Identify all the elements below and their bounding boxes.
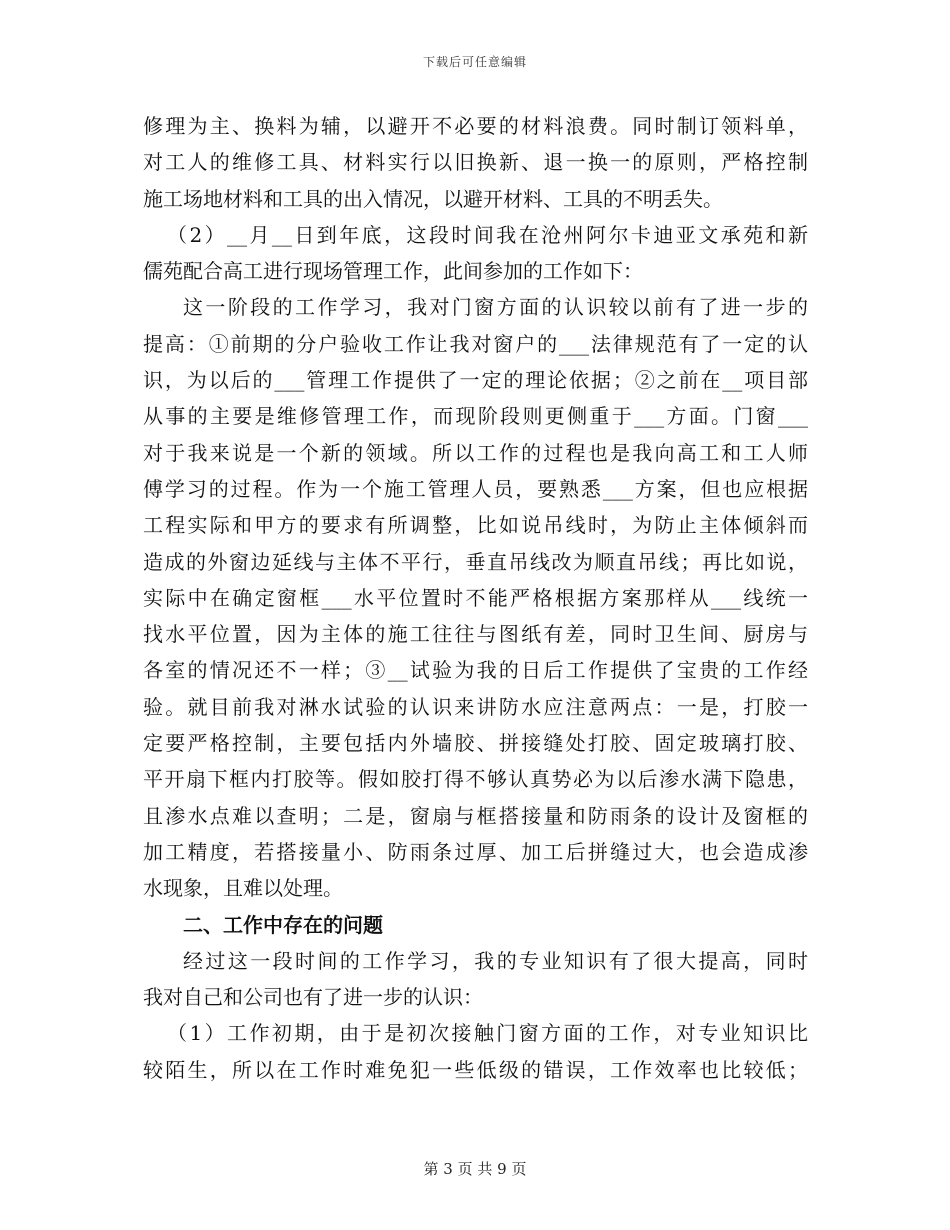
text-line: 工程实际和甲方的要求有所调整，比如说吊线时，为防止主体倾斜而 xyxy=(143,513,808,538)
text-line: 对工人的维修工具、材料实行以旧换新、退一换一的原则，严格控制 xyxy=(143,150,808,175)
body-text xyxy=(143,108,808,1088)
text-line: 修理为主、换料为辅，以避开不必要的材料浪费。同时制订领料单， xyxy=(143,114,808,138)
text-line: 定要严格控制，主要包括内外墙胶、拼接缝处打胶、固定玻璃打胶、 xyxy=(143,731,808,756)
text-line: 造成的外窗边延线与主体不平行，垂直吊线改为顺直吊线；再比如说， xyxy=(143,549,808,574)
text-line: 验。就目前我对淋水试验的认识来讲防水应注意两点：一是，打胶一 xyxy=(143,694,808,719)
text-line: 较陌生，所以在工作时难免犯一些低级的错误，工作效率也比较低； xyxy=(143,1057,808,1082)
text-line: 加工精度，若搭接量小、防雨条过厚、加工后拼缝过大，也会造成渗 xyxy=(143,839,808,864)
text-line: 对于我来说是一个新的领域。所以工作的过程也是我向高工和工人师 xyxy=(143,440,808,465)
page-footer: 第 3 页 共 9 页 xyxy=(423,1160,527,1178)
page-header: 下载后可任意编辑 xyxy=(422,55,527,69)
section-heading: 二、工作中存在的问题 xyxy=(183,912,383,937)
text-line: 经过这一段时间的工作学习，我的专业知识有了很大提高，同时 xyxy=(183,948,808,973)
text-line: 我对自己和公司也有了进一步的认识： xyxy=(143,985,483,1010)
text-line: 找水平位置，因为主体的施工往往与图纸有差，同时卫生间、厨房与 xyxy=(143,622,808,647)
text-line: 儒苑配合高工进行现场管理工作，此间参加的工作如下： xyxy=(143,259,643,284)
text-line: 实际中在确定窗框___水平位置时不能严格根据方案那样从___线统一 xyxy=(143,585,808,610)
text-line: 且渗水点难以查明；二是，窗扇与框搭接量和防雨条的设计及窗框的 xyxy=(143,803,808,828)
text-line: 平开扇下框内打胶等。假如胶打得不够认真势必为以后渗水满下隐患， xyxy=(143,767,808,792)
text-line: （2）__月__日到年底，这段时间我在沧州阿尔卡迪亚文承苑和新 xyxy=(167,222,808,247)
text-line: 施工场地材料和工具的出入情况，以避开材料、工具的不明丢失。 xyxy=(143,186,723,211)
text-line: 这一阶段的工作学习，我对门窗方面的认识较以前有了进一步的 xyxy=(183,295,808,320)
text-line: 各室的情况还不一样；③__试验为我的日后工作提供了宝贵的工作经 xyxy=(143,658,808,683)
text-line: 从事的主要是维修管理工作，而现阶段则更侧重于___方面。门窗___ xyxy=(143,404,808,429)
text-line: 识，为以后的___管理工作提供了一定的理论依据；②之前在__项目部 xyxy=(143,368,808,393)
text-line: 水现象，且难以处理。 xyxy=(143,876,343,901)
text-line: 傅学习的过程。作为一个施工管理人员，要熟悉___方案，但也应根据 xyxy=(143,476,808,501)
text-line: （1）工作初期，由于是初次接触门窗方面的工作，对专业知识比 xyxy=(167,1021,808,1046)
text-line: 提高：①前期的分户验收工作让我对窗户的___法律规范有了一定的认 xyxy=(143,331,808,356)
